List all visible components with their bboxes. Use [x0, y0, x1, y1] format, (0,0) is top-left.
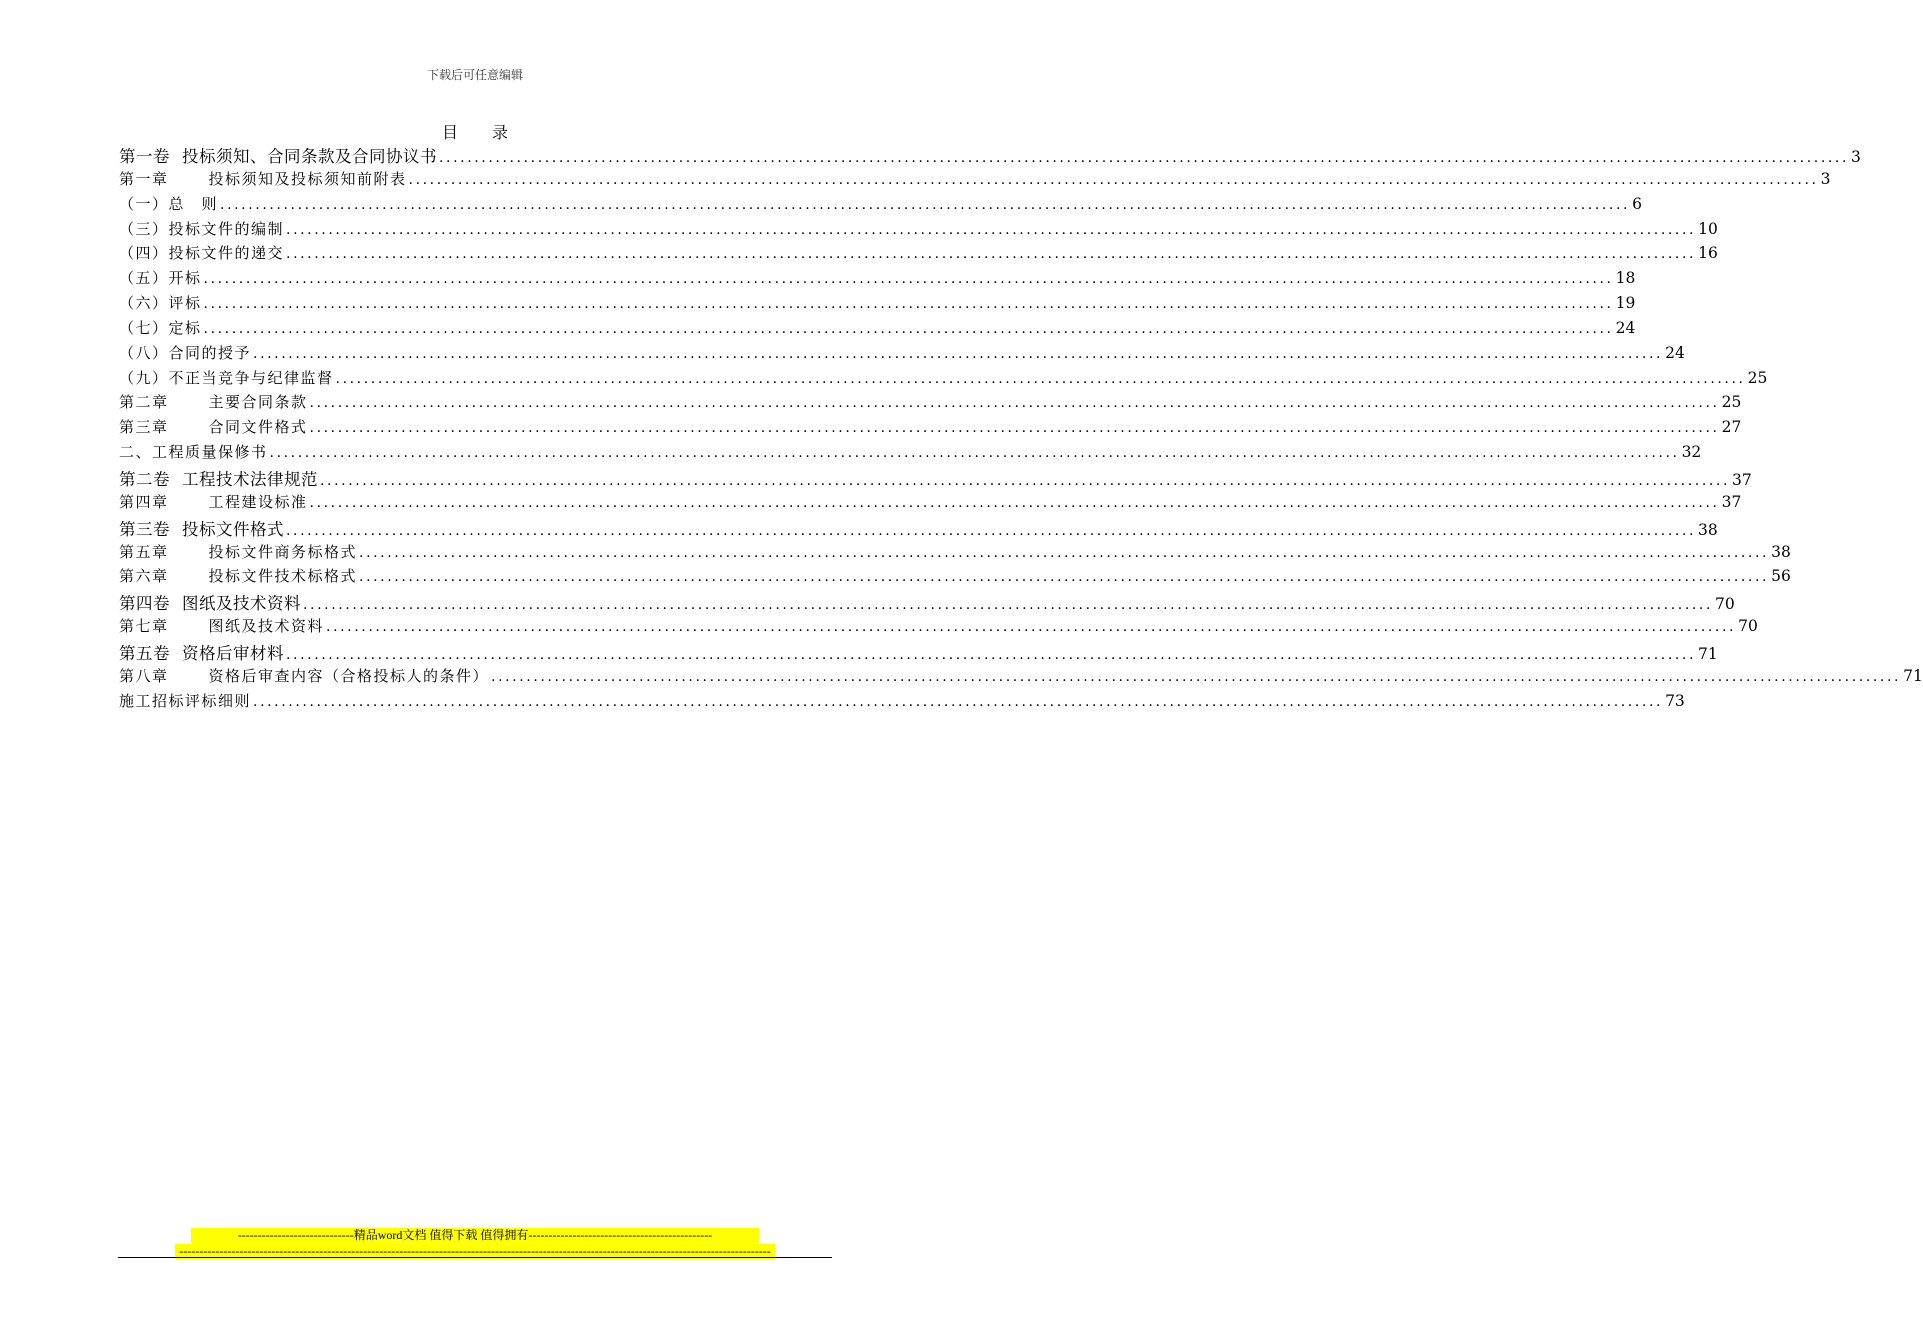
toc-entry-page: 70 [1715, 595, 1735, 614]
toc-dot-leader: ........................................................................................................................................................................................................ [309, 420, 1720, 437]
toc-entry-number: （九） [119, 368, 169, 387]
toc-entry-title: 工程建设标准 [208, 492, 308, 511]
toc-entry-number: 第七章 [119, 617, 169, 636]
footer-banner-text: -----------------------------精品word文档 值得下载 值得拥有---------------------------------------------- [191, 1228, 759, 1243]
toc-entry-number: 第四卷 [119, 594, 170, 614]
toc-entry[interactable] [119, 267, 1636, 292]
toc-entry[interactable] [119, 317, 1636, 342]
toc-entry-label [119, 640, 284, 664]
toc-entry-title: 资格后审材料 [182, 643, 284, 663]
toc-entry-number: （六） [119, 294, 169, 313]
toc-entry[interactable] [119, 565, 1791, 590]
toc-dot-leader: ........................................................................................................................................................................................................ [303, 597, 1714, 614]
toc-entry-page: 37 [1721, 492, 1742, 511]
toc-dot-leader: ........................................................................................................................................................................................................ [286, 646, 1697, 663]
toc-entry-number: 第二章 [119, 393, 169, 412]
footer-rule [118, 1257, 832, 1258]
toc-entry[interactable] [119, 292, 1636, 317]
toc-entry-label [119, 516, 284, 540]
toc-entry-number: 第一章 [119, 169, 169, 188]
toc-entry-page: 37 [1732, 470, 1752, 489]
toc-entry-number: 第二卷 [119, 469, 170, 489]
toc-dot-leader: ........................................................................................................................................................................................................ [286, 246, 1697, 263]
toc-dot-leader: ........................................................................................................................................................................................................ [220, 196, 1631, 213]
toc-title [0, 120, 950, 143]
toc-entry-page: 56 [1771, 567, 1791, 586]
toc-entry-title: 投标须知及投标须知前附表 [208, 169, 407, 188]
toc-entry-title: 投标须知、合同条款及合同协议书 [182, 147, 437, 166]
toc-entry[interactable] [119, 590, 1735, 615]
toc-entry-page: 18 [1615, 269, 1636, 288]
toc-entry-page: 3 [1851, 148, 1861, 166]
toc-dot-leader: ........................................................................................................................................................................................................ [203, 320, 1614, 337]
toc-entry-label [119, 267, 202, 288]
toc-entry-title: 图纸及技术资料 [208, 617, 325, 636]
toc-entry-label [119, 168, 407, 189]
toc-entry-number: （五） [119, 269, 169, 288]
toc-entry-number: 第四章 [119, 492, 169, 511]
toc-entry-title: 不正当竞争与纪律监督 [168, 368, 334, 387]
toc-entry-label [119, 342, 251, 363]
toc-entry[interactable] [119, 690, 1685, 715]
toc-entry-page: 10 [1698, 219, 1718, 238]
toc-entry-number: （八） [119, 343, 169, 362]
toc-entry[interactable] [119, 516, 1718, 541]
toc-entry-number: （一） [119, 194, 169, 213]
toc-entry-title: 资格后审查内容（合格投标人的条件） [208, 666, 490, 685]
toc-dot-leader: ........................................................................................................................................................................................................ [335, 370, 1746, 387]
toc-entry-title: 投标文件的递交 [168, 244, 285, 263]
toc-entry-label [119, 242, 284, 263]
toc-dot-leader: ........................................................................................................................................................................................................ [359, 569, 1770, 586]
toc-entry[interactable] [119, 193, 1642, 218]
toc-entry[interactable] [119, 168, 1831, 193]
toc-entry[interactable] [119, 342, 1685, 367]
toc-entry-page: 71 [1698, 644, 1718, 663]
toc-entry-title: 投标文件的编制 [168, 219, 285, 238]
toc-dot-leader: ........................................................................................................................................................................................................ [491, 668, 1902, 685]
toc-entry-label [119, 491, 308, 512]
toc-dot-leader: ........................................................................................................................................................................................................ [253, 345, 1664, 362]
toc-entry-number: 第五章 [119, 542, 169, 561]
toc-dot-leader: ........................................................................................................................................................................................................ [253, 693, 1664, 710]
toc-entry-label [119, 317, 202, 338]
toc-entry-page: 38 [1771, 542, 1791, 561]
toc-entry-label [119, 541, 357, 562]
toc-entry[interactable] [119, 391, 1742, 416]
toc-dot-leader: ........................................................................................................................................................................................................ [326, 619, 1737, 636]
toc-entry[interactable] [119, 615, 1758, 640]
toc-entry-label [119, 193, 218, 214]
toc-dot-leader: ........................................................................................................................................................................................................ [408, 171, 1819, 188]
toc-entry-page: 70 [1738, 617, 1758, 636]
toc-entry[interactable] [119, 441, 1702, 466]
page-header: 下载后可任意编辑 [426, 68, 523, 82]
toc-entry[interactable] [119, 491, 1742, 516]
toc-entry-page: 38 [1698, 520, 1718, 539]
toc-dot-leader: ........................................................................................................................................................................................................ [203, 296, 1614, 313]
toc-entry-title: 合同的授予 [168, 343, 252, 362]
footer-banner-dashes: ---------------------------------------------------------------------------------------------------------------------------------------------------- [175, 1244, 775, 1259]
toc-entry-title: 总 则 [168, 194, 219, 213]
toc-entry-title: 工程技术法律规范 [182, 469, 318, 489]
toc-entry-page: 27 [1721, 418, 1742, 437]
toc-entry-label [119, 615, 324, 636]
toc-entry-page: 24 [1615, 318, 1636, 337]
toc-entry-number: 第一卷 [119, 147, 170, 166]
toc-entry-number: 第三卷 [119, 519, 170, 539]
toc-dot-leader: ........................................................................................................................................................................................................ [203, 271, 1614, 288]
toc-entry-page: 25 [1721, 393, 1742, 412]
toc-entry-page: 16 [1698, 244, 1718, 263]
toc-entry[interactable] [119, 242, 1718, 267]
toc-entry[interactable] [119, 665, 1923, 690]
toc-entry[interactable] [119, 218, 1718, 243]
toc-entry-label [119, 665, 489, 686]
toc-entry-label [119, 466, 318, 490]
toc-entry-title: 合同文件格式 [208, 418, 308, 437]
toc-entry-label [119, 391, 308, 412]
toc-entry[interactable] [119, 367, 1768, 392]
toc-entry-page: 24 [1665, 343, 1685, 362]
toc-entry-label [119, 441, 268, 462]
toc-dot-leader: ........................................................................................................................................................................................................ [320, 472, 1731, 489]
toc-entry-title: 投标文件商务标格式 [208, 542, 358, 561]
toc-entry-page: 32 [1681, 443, 1702, 462]
toc-entry-number: （三） [119, 219, 169, 238]
toc-dot-leader: ........................................................................................................................................................................................................ [359, 544, 1770, 561]
toc-title-left: 目 [441, 123, 458, 142]
toc-entry[interactable] [119, 541, 1791, 566]
toc-entry-title: 主要合同条款 [208, 393, 308, 412]
toc-entry-number: 第三章 [119, 418, 169, 437]
toc-dot-leader: ........................................................................................................................................................................................................ [269, 445, 1680, 462]
toc-entry-label [119, 367, 334, 388]
toc-entry-title: 图纸及技术资料 [182, 594, 301, 614]
toc-entry-label [119, 565, 357, 586]
toc-entry-page: 19 [1615, 294, 1636, 313]
toc-entry-number: （七） [119, 318, 169, 337]
toc-dot-leader: ........................................................................................................................................................................................................ [286, 221, 1697, 238]
toc-entry[interactable] [119, 466, 1752, 491]
toc-title-right: 录 [492, 123, 509, 142]
toc-entry-title: 投标文件技术标格式 [208, 567, 358, 586]
toc-entry-label [119, 416, 308, 437]
toc-dot-leader: ........................................................................................................................................................................................................ [286, 522, 1697, 539]
table-of-contents [119, 143, 1923, 714]
toc-entry-page: 73 [1665, 691, 1685, 710]
toc-dot-leader: ........................................................................................................................................................................................................ [309, 494, 1720, 511]
toc-entry-number: 第八章 [119, 666, 169, 685]
toc-entry-title: 评标 [168, 294, 202, 313]
toc-entry-page: 25 [1747, 368, 1768, 387]
toc-entry[interactable] [119, 640, 1718, 665]
toc-entry-number: （四） [119, 244, 169, 263]
toc-entry[interactable] [119, 143, 1861, 168]
toc-entry-title: 定标 [168, 318, 202, 337]
toc-dot-leader: ........................................................................................................................................................................................................ [439, 150, 1850, 166]
toc-entry-label [119, 218, 284, 239]
toc-entry-page: 3 [1820, 169, 1831, 188]
toc-entry-label [119, 590, 301, 614]
toc-entry-title: 施工招标评标细则 [119, 691, 252, 710]
toc-entry-page: 71 [1903, 666, 1923, 685]
toc-entry-label [119, 690, 251, 711]
toc-entry-title: 开标 [168, 269, 202, 288]
toc-entry-label [119, 143, 437, 167]
toc-entry-label [119, 292, 202, 313]
toc-entry[interactable] [119, 416, 1742, 441]
toc-entry-page: 6 [1632, 194, 1642, 213]
toc-entry-title: 投标文件格式 [182, 519, 284, 539]
toc-entry-title: 二、工程质量保修书 [119, 443, 268, 462]
toc-entry-number: 第五卷 [119, 643, 170, 663]
toc-dot-leader: ........................................................................................................................................................................................................ [309, 395, 1720, 412]
toc-entry-number: 第六章 [119, 567, 169, 586]
